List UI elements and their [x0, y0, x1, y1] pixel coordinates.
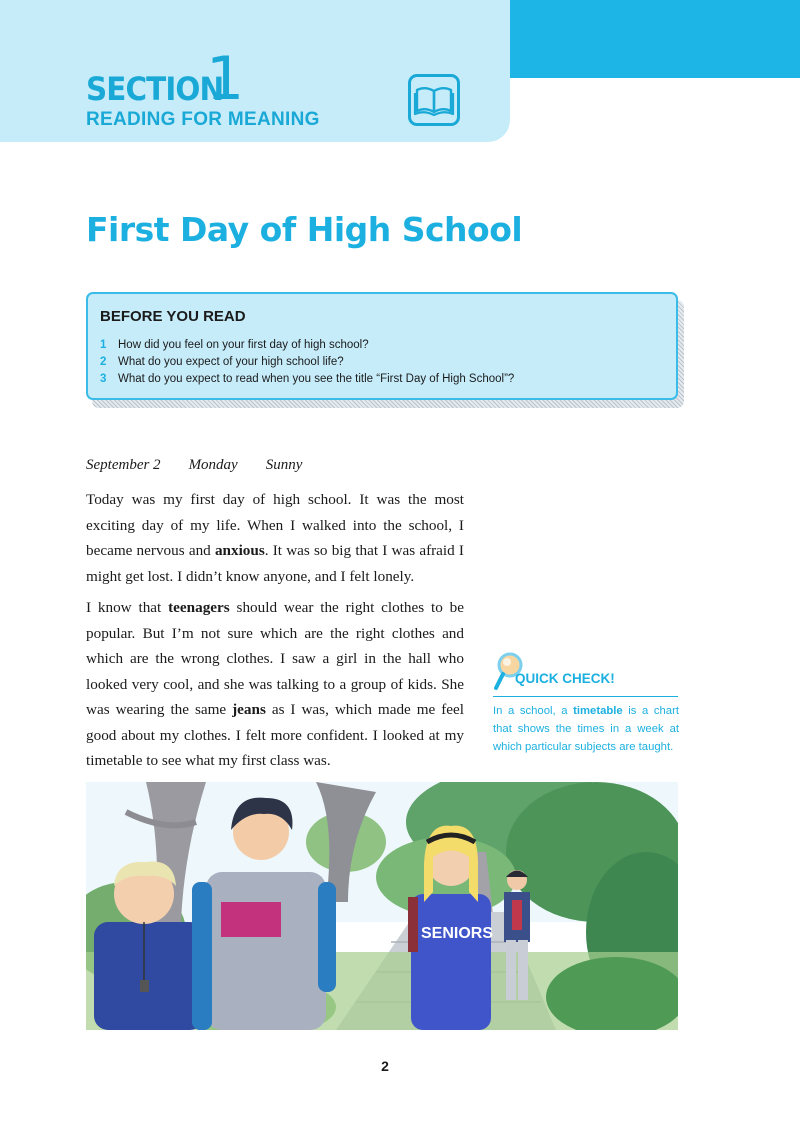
question-number: 2: [100, 356, 107, 368]
question-text: How did you feel on your first day of high school?: [118, 339, 369, 351]
page-title: First Day of High School: [86, 210, 523, 249]
diary-weather: Sunny: [265, 457, 303, 473]
question-text: What do you expect to read when you see the title “First Day of High School”?: [118, 373, 515, 385]
section-number: 1: [206, 44, 245, 114]
quick-check-text: [493, 702, 679, 756]
shirt-text: SENIORS: [421, 925, 494, 942]
before-you-read-heading: BEFORE YOU READ: [100, 308, 246, 325]
section-label: SECTION: [86, 70, 224, 108]
quick-check-body: In a school, a: [493, 705, 574, 717]
paragraph-text: I know that: [86, 599, 169, 616]
diary-date: September 2: [86, 457, 161, 473]
quick-check-body: is a chart that shows the times in a week at which particular subjects are taught.: [493, 705, 679, 753]
vocab-word: jeans: [232, 701, 266, 718]
paragraph-text: . It was so big that I was afraid I might get lost. I didn’t know anyone, and I felt lonely.: [86, 542, 464, 585]
paragraph-text: as I was, which made me feel good about my clothes. I felt more confident. I looked at my timetable to see what my first class was.: [86, 701, 464, 769]
diary-entry-header: [86, 457, 330, 474]
before-you-read-box: [86, 292, 678, 400]
quick-check-divider: [493, 696, 678, 697]
question-item: [100, 337, 664, 354]
question-text: What do you expect of your high school life?: [118, 356, 344, 368]
page-number: 2: [381, 1058, 389, 1074]
open-book-icon: [408, 74, 460, 126]
vocab-word: teenagers: [168, 599, 230, 616]
header-tab: [510, 0, 800, 78]
illustration-students: [86, 782, 678, 1030]
quick-check-term: timetable: [573, 705, 623, 717]
question-number: 1: [100, 339, 107, 351]
paragraph-1: [86, 487, 464, 589]
paragraph-text: should wear the right clothes to be popular. But I’m not sure which are the right clothes and which are the wrong clothes. I saw a girl in the hall who looked very cool, and she was talking to a group of kids. She was wearing the same: [86, 599, 464, 718]
section-subtitle: READING FOR MEANING: [86, 109, 320, 130]
quick-check-title: QUICK CHECK!: [515, 671, 615, 686]
diary-day: Monday: [188, 457, 238, 473]
question-item: [100, 371, 664, 388]
paragraph-text: Today was my first day of high school. It was the most exciting day of my life. When I walked into the school, I became nervous and: [86, 491, 464, 559]
paragraph-2: [86, 595, 464, 774]
vocab-word: anxious: [214, 542, 265, 559]
question-number: 3: [100, 373, 107, 385]
question-item: [100, 354, 664, 371]
